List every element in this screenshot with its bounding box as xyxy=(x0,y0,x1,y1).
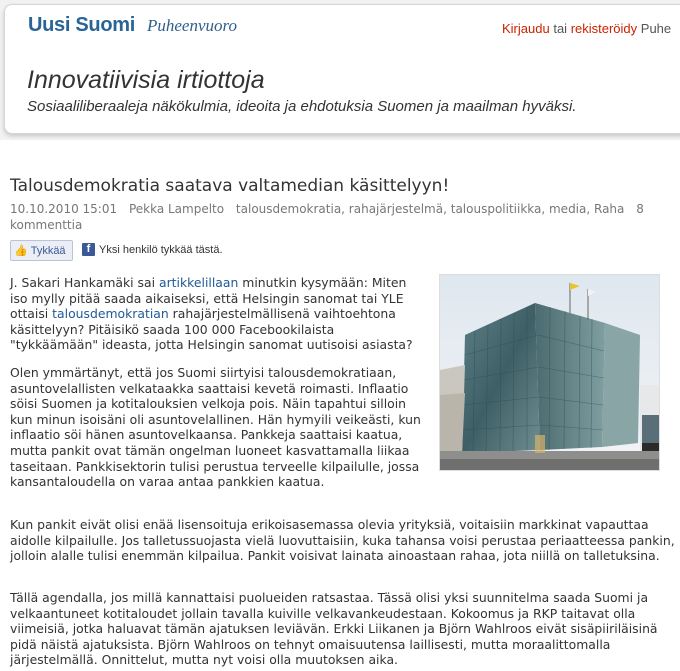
paragraph-text: rahajärjestelmällisenä vaihtoehtona käsittelyyn? Pitäisikö saada 100 000 Facebookilaista "tykkäämään" ideasta, jotta Helsingin sanomat uutisoisi asiasta? xyxy=(10,306,413,353)
like-button[interactable] xyxy=(10,240,73,261)
site-logo-subtitle[interactable]: Puheenvuoro xyxy=(147,16,238,35)
register-link[interactable]: rekisteröidy xyxy=(570,21,638,36)
article-link[interactable]: artikkelillaan xyxy=(158,275,239,290)
auth-links xyxy=(502,21,671,36)
login-link[interactable]: Kirjaudu xyxy=(502,21,550,36)
post-paragraph-1 xyxy=(10,275,425,353)
auth-separator: tai xyxy=(553,21,568,36)
article-photo xyxy=(439,274,660,471)
post-date: 10.10.2010 15:01 xyxy=(10,202,118,216)
auth-cut-text[interactable]: Puhe xyxy=(640,21,672,36)
post-author[interactable]: Pekka Lampelto xyxy=(128,202,225,216)
facebook-like-count xyxy=(82,243,223,256)
post-title: Talousdemokratia saatava valtamedian käsittelyyn! xyxy=(10,176,450,196)
post-paragraph-3: Kun pankit eivät olisi enää lisensoituja erikoisasemassa olevia yrityksiä, voitaisiin markkinat vapauttaa aidolle kilpailulle. Jos talletussuojasta vielä luovuttaisiin, kuka tahansa voisi perustaa periaatteessa pankin, jolloin alalle tulisi enemmän kilpailua. Pankit voisivat lainata ainoastaan rahaa, jota niillä on talletuksina. xyxy=(10,517,675,564)
paragraph-text: J. Sakari Hankamäki sai xyxy=(10,275,159,290)
facebook-icon: f xyxy=(82,243,95,256)
paragraph-text: minutkin kysymään: Miten iso mylly pitää saada aikaiseksi, että Helsingin sanomat tai YLE ottaisi xyxy=(10,275,407,322)
post-tags[interactable]: talousdemokratia, rahajärjestelmä, talouspolitiikka, media, Raha xyxy=(235,202,625,216)
like-count-text: Yksi henkilö tykkää tästä. xyxy=(99,243,223,256)
blog-title[interactable]: Innovatiivisia irtiottoja xyxy=(27,66,265,94)
post-paragraph-2: Olen ymmärtänyt, että jos Suomi siirtyisi talousdemokratiaan, asuntovelallisten velkataakka saattaisi kevetä roimasti. Inflaatio söisi Suomen ja kotitalouksien velkoja pois. Näin tapahtui silloin kun minun isoisäni oli asuntovelallinen. Hän hymyili veikeästi, kun inflaatio söi hänen asuntovelkaansa. Pankkeja saattaisi kaatua, mutta pankit ovat tämän ongelman luoneet kasvattamalla liikaa taseitaan. Pankkisektorin tulisi perustua terveelle kilpailulle, jossa kansantaloudella on varaa antaa pankkien kaatua. xyxy=(10,365,421,490)
post-meta xyxy=(10,201,670,233)
thumbs-up-icon: 👍 xyxy=(14,245,28,257)
blog-tagline: Sosiaaliliberaaleja näkökulmia, ideoita ja ehdotuksia Suomen ja maailman hyväksi. xyxy=(27,98,577,115)
like-button-label: Tykkää xyxy=(30,244,66,257)
post-paragraph-4: Tällä agendalla, jos millä kannattaisi puolueiden ratsastaa. Tässä olisi yksi suunnitelma saada Suomi ja velkaantuneet kotitaloudet jollain tavalla kuiville velkavankeudestaan. Kokoomus ja RKP taitavat olla viimeisiä, jotka haluavat tämän ajatuksen leviävän. Erkki Liikanen ja Björn Wahlroos eivät sisäpiiriläisinä pidä näistä ajatuksista. Björn Wahlroos on tehnyt omaisuutensa laillisesti, mutta moraalittomalla järjestelmällä. Onnittelut, mutta nyt voisi olla muutoksen aika. xyxy=(10,590,658,668)
site-logo[interactable]: Uusi Suomi xyxy=(28,14,136,36)
post-comments-count[interactable]: 8 kommenttia xyxy=(10,202,644,232)
talousdemokratia-link[interactable]: talousdemokratian xyxy=(52,306,169,322)
